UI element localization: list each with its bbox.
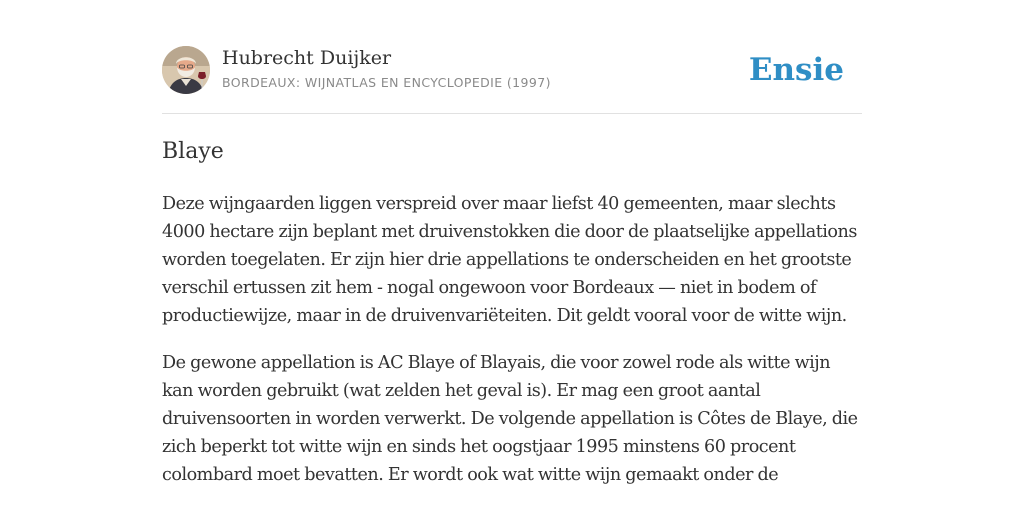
article-paragraph: De gewone appellation is AC Blaye of Blayais, die voor zowel rode als witte wijn kan worden gebruikt (wat zelden het geval is). Er mag een groot aantal druivensoorten in worden verwerkt. De volgende appellation is Côtes de Blaye, die zich beperkt tot witte wijn en sinds het oogstjaar 1995 minstens 60 procent colombard moet bevatten. Er wordt ook wat witte wijn gemaakt onder de: [162, 353, 858, 485]
article-title: Blaye: [162, 139, 224, 164]
article-container: [162, 0, 862, 485]
author-avatar[interactable]: [162, 46, 210, 94]
article-paragraph: Deze wijngaarden liggen verspreid over maar liefst 40 gemeenten, maar slechts 4000 hectare zijn beplant met druivenstokken die door de plaatselijke appellations worden toegelaten. Er zijn hier drie appellations te onderscheiden en het grootste verschil ertussen zit hem - nogal ongewoon voor Bordeaux — niet in bodem of productiewijze, maar in de druivenvariëteiten. Dit geldt vooral voor de witte wijn.: [162, 194, 857, 326]
author-name[interactable]: Hubrecht Duijker: [222, 47, 392, 69]
author-portrait-icon: [162, 46, 210, 94]
article-body: [162, 190, 862, 508]
article-header: [162, 0, 862, 114]
ensie-logo[interactable]: Ensie: [748, 52, 844, 88]
source-title[interactable]: BORDEAUX: WIJNATLAS EN ENCYCLOPEDIE (1997): [222, 75, 551, 90]
